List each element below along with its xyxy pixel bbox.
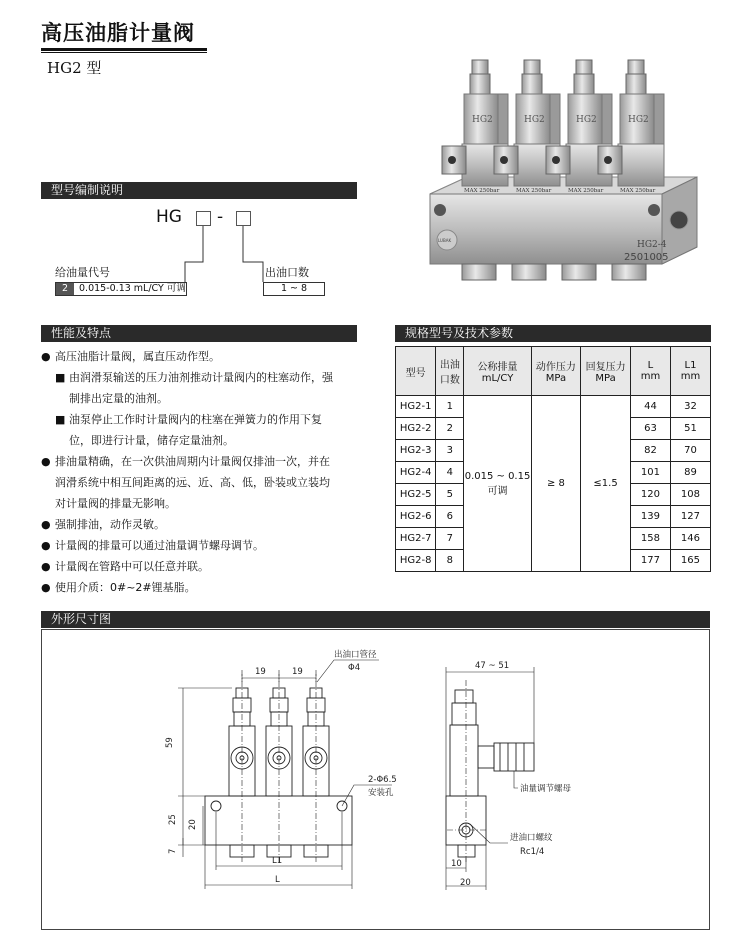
inlet-label: 进油口螺纹 (510, 833, 553, 843)
spec-header-line: mm (680, 371, 701, 382)
feature-item (41, 346, 371, 367)
code-dash: - (217, 207, 224, 227)
svg-text:HG2: HG2 (472, 115, 493, 125)
feature-item (41, 493, 371, 514)
table-row (396, 396, 711, 418)
spec-outlets: 8 (436, 550, 464, 572)
feature-item (41, 409, 371, 430)
svg-text:HG2: HG2 (628, 115, 649, 125)
spec-L: 63 (630, 418, 670, 440)
feature-item (41, 535, 371, 556)
feature-item (41, 388, 371, 409)
spec-L: 82 (630, 440, 670, 462)
spec-outlets: 3 (436, 440, 464, 462)
spec-return-pressure: ≤1.5 (581, 396, 631, 572)
feature-bullet (41, 472, 55, 493)
svg-text:MAX 250bar: MAX 250bar (568, 188, 604, 194)
spec-L1: 127 (670, 506, 710, 528)
feature-text: 计量阀在管路中可以任意并联。 (55, 560, 209, 573)
spec-header-cell (464, 347, 531, 396)
outlet-dia: Φ4 (348, 663, 361, 673)
feature-bullet: ■ (55, 371, 66, 384)
right-code-value: 1 ~ 8 (263, 282, 325, 296)
photo-brand: LUBAK (438, 238, 452, 243)
spec-header-line: MPa (595, 373, 616, 384)
photo-serial: 2501005 (624, 252, 669, 263)
hole-label: 2-Φ6.5 (368, 775, 397, 785)
dim-47-51: 47 ~ 51 (475, 661, 510, 671)
feature-text: 使用介质：0#~2#锂基脂。 (55, 581, 196, 594)
spec-header-line: 动作压力 (535, 362, 576, 373)
spec-header-line: L1 (684, 360, 697, 371)
spec-header-line: mL/CY (481, 373, 514, 384)
spec-header-cell (396, 347, 436, 396)
spec-header-line: mm (640, 371, 661, 382)
dim-59: 59 (165, 737, 175, 748)
spec-L: 44 (630, 396, 670, 418)
spec-model: HG2-1 (396, 396, 436, 418)
left-code-number: 2 (56, 283, 74, 295)
spec-outlets: 2 (436, 418, 464, 440)
spec-header-cell (436, 347, 464, 396)
dim-19a: 19 (255, 667, 266, 677)
model-subtitle: HG2 型 (47, 59, 102, 77)
spec-header-cell (630, 347, 670, 396)
page-title: 高压油脂计量阀 (41, 21, 195, 45)
title-underline (41, 48, 207, 51)
feature-item (41, 472, 371, 493)
features-bar: 性能及特点 (41, 325, 357, 342)
spec-action-pressure: ≥ 8 (531, 396, 581, 572)
spec-outlets: 7 (436, 528, 464, 550)
spec-outlets: 6 (436, 506, 464, 528)
spec-bar: 规格型号及技术参数 (395, 325, 711, 342)
feature-text: 位，即进行计量，储存定量油剂。 (69, 434, 234, 447)
spec-model: HG2-3 (396, 440, 436, 462)
spec-header-line: L (647, 360, 654, 371)
spec-model: HG2-7 (396, 528, 436, 550)
code-box-2 (236, 211, 251, 226)
spec-header-line: 型号 (405, 367, 426, 379)
spec-displacement-line: 可调 (487, 485, 508, 497)
feature-text: 由润滑泵输送的压力油剂推动计量阀内的柱塞动作，强 (69, 371, 333, 384)
spec-L1: 32 (670, 396, 710, 418)
feature-bullet: ● (41, 350, 51, 363)
svg-text:MAX 250bar: MAX 250bar (620, 188, 656, 194)
spec-header-line: 口数 (439, 375, 460, 386)
feature-bullet (55, 430, 69, 451)
spec-header-line: MPa (545, 373, 567, 384)
code-prefix: HG (156, 207, 182, 227)
feature-text: 制排出定量的油剂。 (69, 392, 168, 405)
spec-L1: 146 (670, 528, 710, 550)
spec-outlets: 5 (436, 484, 464, 506)
svg-text:HG2: HG2 (576, 115, 597, 125)
feature-text: 强制排油，动作灵敏。 (55, 518, 165, 531)
spec-L: 101 (630, 462, 670, 484)
spec-header-line: 回复压力 (585, 362, 626, 373)
product-photo (412, 42, 714, 282)
right-code-label: 出油口数 (265, 266, 309, 279)
spec-table (395, 346, 711, 572)
feature-bullet: ■ (55, 413, 66, 426)
feature-item (41, 430, 371, 451)
dim-25: 25 (168, 814, 178, 825)
dim-L1: L1 (272, 856, 283, 866)
title-underline-thin (41, 52, 207, 53)
dim-7: 7 (168, 848, 178, 854)
spec-model: HG2-6 (396, 506, 436, 528)
feature-bullet: ● (41, 455, 51, 468)
spec-header-cell (531, 347, 581, 396)
spec-L1: 165 (670, 550, 710, 572)
spec-L1: 108 (670, 484, 710, 506)
dim-10: 10 (451, 859, 462, 869)
features-list (41, 346, 371, 598)
spec-header-cell (581, 347, 631, 396)
drawing-bar: 外形尺寸图 (41, 611, 710, 628)
feature-text: 计量阀的排量可以通过油量调节螺母调节。 (55, 539, 264, 552)
spec-header-cell (670, 347, 710, 396)
svg-text:MAX 250bar: MAX 250bar (464, 188, 500, 194)
spec-L: 139 (630, 506, 670, 528)
feature-bullet: ● (41, 581, 51, 594)
feature-item (41, 367, 371, 388)
code-box-1 (196, 211, 211, 226)
feature-text: 润滑系统中相互间距离的远、近、高、低，卧装或立装均 (55, 476, 330, 489)
dimension-drawing (41, 629, 710, 930)
left-code-box (55, 282, 187, 296)
spec-model: HG2-4 (396, 462, 436, 484)
dim-L: L (275, 875, 280, 885)
feature-text: 对计量阀的排量无影响。 (55, 497, 176, 510)
feature-item (41, 514, 371, 535)
hole-label2: 安装孔 (368, 788, 394, 798)
spec-model: HG2-8 (396, 550, 436, 572)
spec-L: 158 (630, 528, 670, 550)
spec-L1: 51 (670, 418, 710, 440)
spec-model: HG2-2 (396, 418, 436, 440)
adjust-label: 油量调节螺母 (520, 784, 572, 794)
feature-text: 排油量精确，在一次供油周期内计量阀仅排油一次，并在 (55, 455, 330, 468)
photo-body-label: HG2-4 (637, 240, 667, 250)
svg-text:MAX 250bar: MAX 250bar (516, 188, 552, 194)
inlet-thread: Rc1/4 (520, 847, 545, 857)
feature-item (41, 556, 371, 577)
spec-displacement (464, 396, 531, 572)
feature-bullet: ● (41, 518, 51, 531)
spec-model: HG2-5 (396, 484, 436, 506)
spec-L: 177 (630, 550, 670, 572)
svg-text:HG2: HG2 (524, 115, 545, 125)
spec-header-line: 公称排量 (477, 362, 518, 373)
feature-bullet: ● (41, 539, 51, 552)
spec-L: 120 (630, 484, 670, 506)
spec-outlets: 1 (436, 396, 464, 418)
left-code-value: 0.015-0.13 mL/CY 可调 (79, 283, 186, 294)
feature-bullet: ● (41, 560, 51, 573)
left-code-label: 给油量代号 (55, 266, 110, 279)
feature-bullet (55, 388, 69, 409)
spec-displacement-line: 0.015 ~ 0.15 (464, 470, 531, 482)
feature-item (41, 577, 371, 598)
outlet-label: 出油口管径 (334, 650, 377, 660)
feature-bullet (41, 493, 55, 514)
code-section-bar: 型号编制说明 (41, 182, 357, 199)
feature-item (41, 451, 371, 472)
feature-text: 高压油脂计量阀，属直压动作型。 (55, 350, 220, 363)
spec-L1: 89 (670, 462, 710, 484)
spec-L1: 70 (670, 440, 710, 462)
dim-20: 20 (188, 819, 198, 830)
dim-19b: 19 (292, 667, 303, 677)
spec-outlets: 4 (436, 462, 464, 484)
dim-20b: 20 (460, 878, 471, 888)
feature-text: 油泵停止工作时计量阀内的柱塞在弹簧力的作用下复 (69, 413, 322, 426)
spec-header-line: 出油 (439, 360, 460, 371)
